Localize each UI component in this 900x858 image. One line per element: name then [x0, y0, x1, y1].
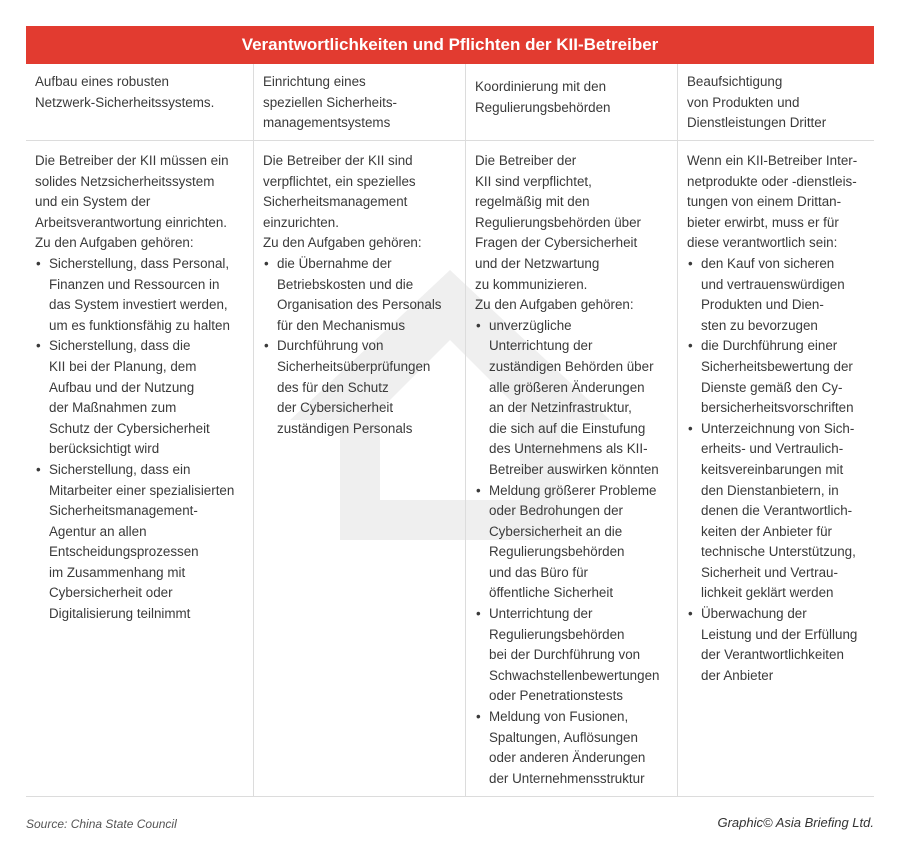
- column-intro: Die Betreiber der KII sind verpflichtet, ein spezielles Sicherheitsmanagement einzurichten. Zu den Aufgaben gehören:: [263, 153, 422, 251]
- graphic-credit: Graphic© Asia Briefing Ltd.: [717, 815, 874, 830]
- list-item: • unverzügliche Unterrichtung der zuständigen Behörden über alle größeren Änderungen an der Netzinfrastruktur, die sich auf die Einstufung des Unternehmens als KII- Betreiber auswirken könnten: [475, 316, 669, 481]
- list-item: • Meldung größerer Probleme oder Bedrohungen der Cybersicherheit an die Regulierungsbehörden und das Büro für öffentliche Sicherheit: [475, 481, 669, 605]
- list-item: • Sicherstellung, dass Personal, Finanzen und Ressourcen in das System investiert werden, um es funktionsfähig zu halten: [35, 254, 245, 336]
- source-note: Source: China State Council: [26, 817, 177, 831]
- column-body-1: [26, 140, 253, 796]
- column-intro: Wenn ein KII-Betreiber Inter- netprodukte oder -dienstleis- tungen von einem Drittan- bieter erwirbt, muss er für diese verantwortlich sein:: [687, 153, 858, 251]
- column-body-3: [465, 140, 677, 796]
- column-header-4: Beaufsichtigung von Produkten und Dienstleistungen Dritter: [677, 64, 874, 140]
- list-item: • Durchführung von Sicherheitsüberprüfungen des für den Schutz der Cybersicherheit zuständigen Personals: [263, 336, 457, 439]
- list-item: • Unterrichtung der Regulierungsbehörden bei der Durchführung von Schwachstellenbewertungen oder Penetrationstests: [475, 604, 669, 707]
- table-bottom-divider: [26, 796, 874, 797]
- column-intro: Die Betreiber der KII sind verpflichtet, regelmäßig mit den Regulierungsbehörden über Fragen der Cybersicherheit und der Netzwartung zu kommunizieren. Zu den Aufgaben gehören:: [475, 153, 642, 313]
- table-title-banner: Verantwortlichkeiten und Pflichten der KII-Betreiber: [26, 26, 874, 64]
- list-item: • die Durchführung einer Sicherheitsbewertung der Dienste gemäß den Cy- bersicherheitsvorschriften: [687, 336, 866, 418]
- list-item: • Sicherstellung, dass die KII bei der Planung, dem Aufbau und der Nutzung der Maßnahmen zum Schutz der Cybersicherheit berücksichtigt wird: [35, 336, 245, 460]
- column-header-3: Koordinierung mit den Regulierungsbehörden: [465, 64, 677, 140]
- list-item: • den Kauf von sicheren und vertrauenswürdigen Produkten und Dien- sten zu bevorzugen: [687, 254, 866, 336]
- list-item: • die Übernahme der Betriebskosten und die Organisation des Personals für den Mechanismus: [263, 254, 457, 336]
- responsibilities-table: [26, 64, 874, 796]
- list-item: • Überwachung der Leistung und der Erfüllung der Verantwortlichkeiten der Anbieter: [687, 604, 866, 686]
- task-list: [687, 254, 866, 686]
- column-body-4: [677, 140, 874, 796]
- task-list: [475, 316, 669, 790]
- list-item: • Meldung von Fusionen, Spaltungen, Auflösungen oder anderen Änderungen der Unternehmensstruktur: [475, 707, 669, 789]
- column-intro: Die Betreiber der KII müssen ein solides Netzsicherheitssystem und ein System der Arbeitsverantwortung einrichten. Zu den Aufgaben gehören:: [35, 153, 229, 251]
- column-body-2: [253, 140, 465, 796]
- list-item: • Unterzeichnung von Sich- erheits- und Vertraulich- keitsvereinbarungen mit den Dienstanbietern, in denen die Verantwortlich- keiten der Anbieter für technische Unterstützung, Sicherheit und Vertrau- lichkeit geklärt werden: [687, 419, 866, 604]
- list-item: • Sicherstellung, dass ein Mitarbeiter einer spezialisierten Sicherheitsmanagement- Agentur an allen Entscheidungsprozessen im Zusammenhang mit Cybersicherheit oder Digitalisierung teilnimmt: [35, 460, 245, 625]
- column-header-2: Einrichtung eines speziellen Sicherheits- managementsystems: [253, 64, 465, 140]
- task-list: [35, 254, 245, 625]
- column-header-1: Aufbau eines robusten Netzwerk-Sicherheitssystems.: [35, 74, 215, 110]
- task-list: [263, 254, 457, 439]
